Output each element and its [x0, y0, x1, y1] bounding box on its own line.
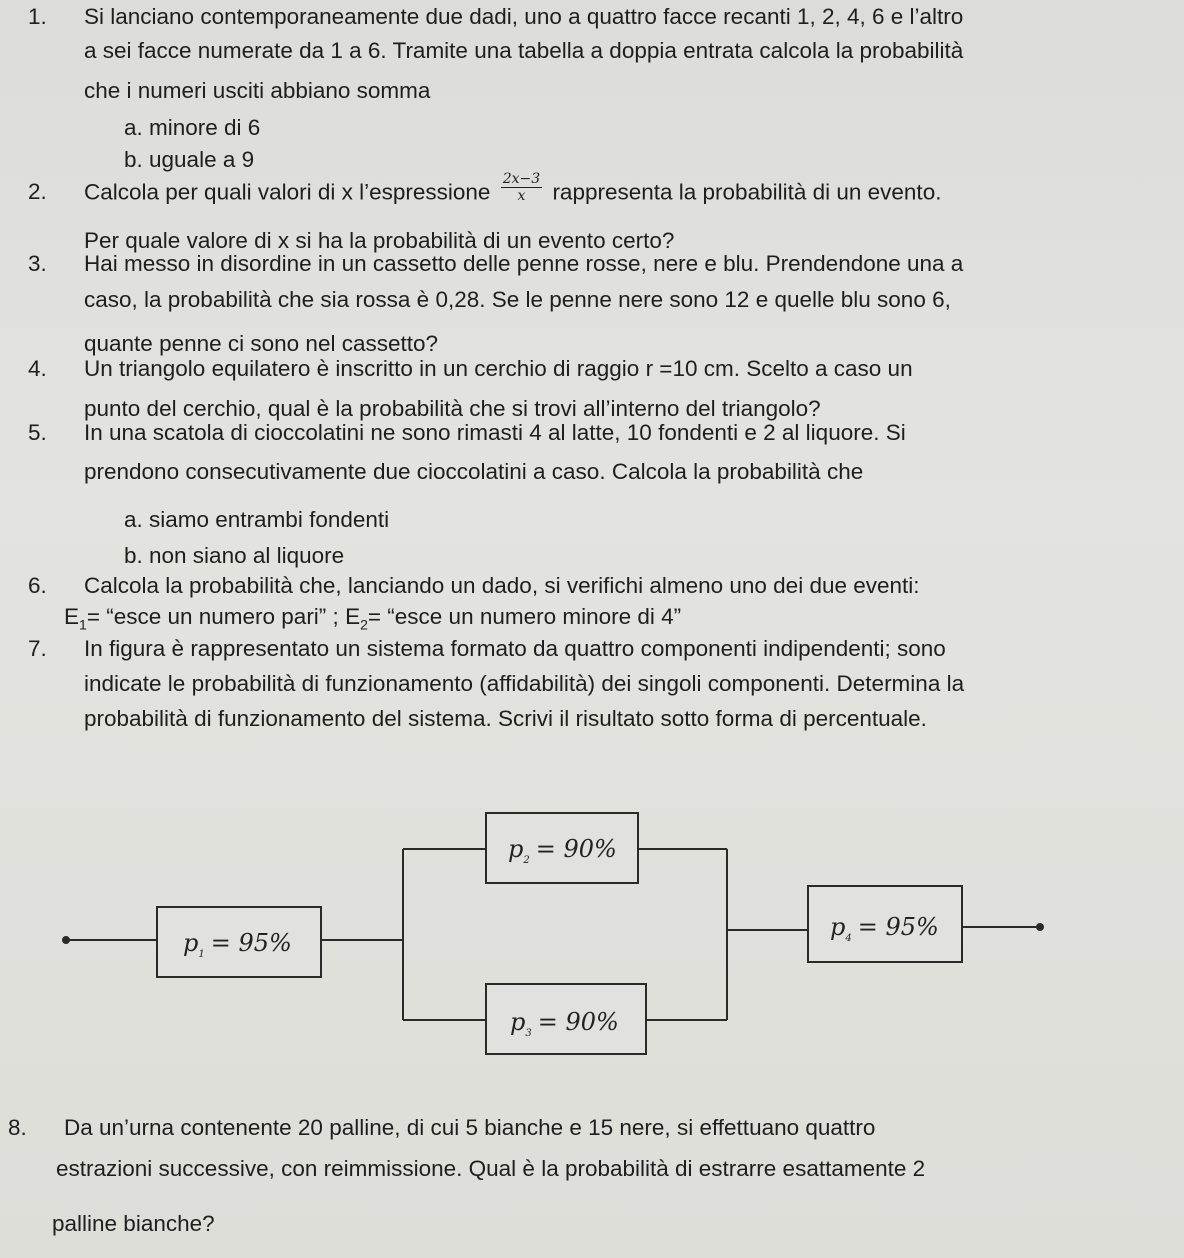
- q8-line-1: [8, 1117, 875, 1140]
- q5-option-b: b. non siano al liquore: [124, 543, 345, 568]
- q3-line-3: quante penne ci sono nel cassetto?: [84, 331, 439, 356]
- q4-line-2: punto del cerchio, qual è la probabilità che si trovi all’interno del triangolo?: [84, 396, 821, 421]
- q5-option-a: a. siamo entrambi fondenti: [124, 507, 390, 532]
- p4-value: = 95%: [857, 913, 939, 941]
- q4-number: 4.: [28, 356, 47, 381]
- q1-line-3: che i numeri usciti abbiano somma: [84, 78, 431, 103]
- q6-event-1: [64, 604, 339, 633]
- q2-text-pre: Calcola per quali valori di x l’espressione: [84, 179, 491, 205]
- terminal-left-dot: [63, 937, 69, 943]
- p1-value: = 95%: [210, 929, 292, 957]
- q1-option-a: a. minore di 6: [124, 115, 261, 140]
- q6-event-2: [345, 604, 682, 633]
- q1-number: 1.: [28, 4, 47, 29]
- terminal-right-dot: [1037, 924, 1043, 930]
- q4-line-1: [28, 358, 913, 381]
- q8-number: 8.: [8, 1115, 27, 1140]
- q8-line-2: estrazioni successive, con reimmissione. Qual è la probabilità di estrarre esattamente 2: [56, 1156, 926, 1181]
- p2-sub: 2: [523, 855, 530, 866]
- q3-line-2: caso, la probabilità che sia rossa è 0,28. Se le penne nere sono 12 e quelle blu sono 6,: [84, 287, 951, 312]
- q2-fraction-numerator: 2x−3: [502, 171, 541, 187]
- q2-number: 2.: [28, 179, 47, 205]
- q6-event-1-letter: E: [64, 604, 80, 629]
- q8-text-1: Da un’urna contenente 20 palline, di cui 5 bianche e 15 nere, si effettuano quattro: [64, 1115, 876, 1140]
- q8-line-3: palline bianche?: [52, 1211, 215, 1236]
- q3-number: 3.: [28, 251, 47, 276]
- p4-letter: p: [830, 913, 846, 941]
- q5-text-1: In una scatola di cioccolatini ne sono rimasti 4 al latte, 10 fondenti e 2 al liquore. Si: [84, 420, 906, 445]
- q1-option-b: b. uguale a 9: [124, 147, 255, 172]
- q6-event-1-text: = “esce un numero pari” ;: [86, 604, 339, 629]
- q4-text-1: Un triangolo equilatero è inscritto in un cerchio di raggio r =10 cm. Scelto a caso un: [84, 356, 913, 381]
- q2-fraction: [501, 172, 542, 203]
- p2-value: = 90%: [535, 835, 617, 863]
- q6-number: 6.: [28, 573, 47, 598]
- p3-value: = 90%: [537, 1008, 619, 1036]
- q2-line-2: Per quale valore di x si ha la probabilità di un evento certo?: [84, 228, 675, 253]
- q6-line-2: [64, 606, 681, 632]
- p1-letter: p: [183, 929, 199, 957]
- q5-line-2: prendono consecutivamente due cioccolatini a caso. Calcola la probabilità che: [84, 459, 864, 484]
- p2-letter: p: [508, 835, 524, 863]
- reliability-diagram: [0, 780, 1184, 1100]
- q7-line-2: indicate le probabilità di funzionamento (affidabilità) dei singoli componenti. Determina la: [84, 671, 965, 696]
- q1-text-1: Si lanciano contemporaneamente due dadi, uno a quattro facce recanti 1, 2, 4, 6 e l’altro: [84, 4, 964, 29]
- q5-line-1: [28, 422, 906, 445]
- p1-sub: 1: [198, 949, 205, 960]
- q6-text-1: Calcola la probabilità che, lanciando un dado, si verifichi almeno uno dei due eventi:: [84, 573, 920, 598]
- q7-line-1: [28, 638, 946, 661]
- q7-text-1: In figura è rappresentato un sistema formato da quattro componenti indipendenti; sono: [84, 636, 946, 661]
- p3-letter: p: [510, 1008, 526, 1036]
- q6-event-2-letter: E: [345, 604, 361, 629]
- q6-event-2-sub: 2: [360, 616, 368, 633]
- q5-number: 5.: [28, 420, 47, 445]
- q6-event-1-sub: 1: [79, 616, 87, 633]
- q1-line-1: [28, 6, 963, 29]
- q7-line-3: probabilità di funzionamento del sistema. Scrivi il risultato sotto forma di percentuale.: [84, 706, 927, 731]
- q1-line-2: a sei facce numerate da 1 a 6. Tramite una tabella a doppia entrata calcola la probabilità: [84, 38, 964, 63]
- q7-number: 7.: [28, 636, 47, 661]
- q6-event-2-text: = “esce un numero minore di 4”: [367, 604, 682, 629]
- p3-sub: 3: [525, 1028, 532, 1039]
- q2-line-1: [28, 171, 942, 209]
- q3-text-1: Hai messo in disordine in un cassetto delle penne rosse, nere e blu. Prendendone una a: [84, 251, 964, 276]
- q3-line-1: [28, 253, 963, 276]
- q2-text-post: rappresenta la probabilità di un evento.: [552, 179, 942, 205]
- p4-sub: 4: [845, 933, 852, 944]
- q2-fraction-denominator: x: [517, 188, 526, 204]
- q6-line-1: [28, 575, 920, 598]
